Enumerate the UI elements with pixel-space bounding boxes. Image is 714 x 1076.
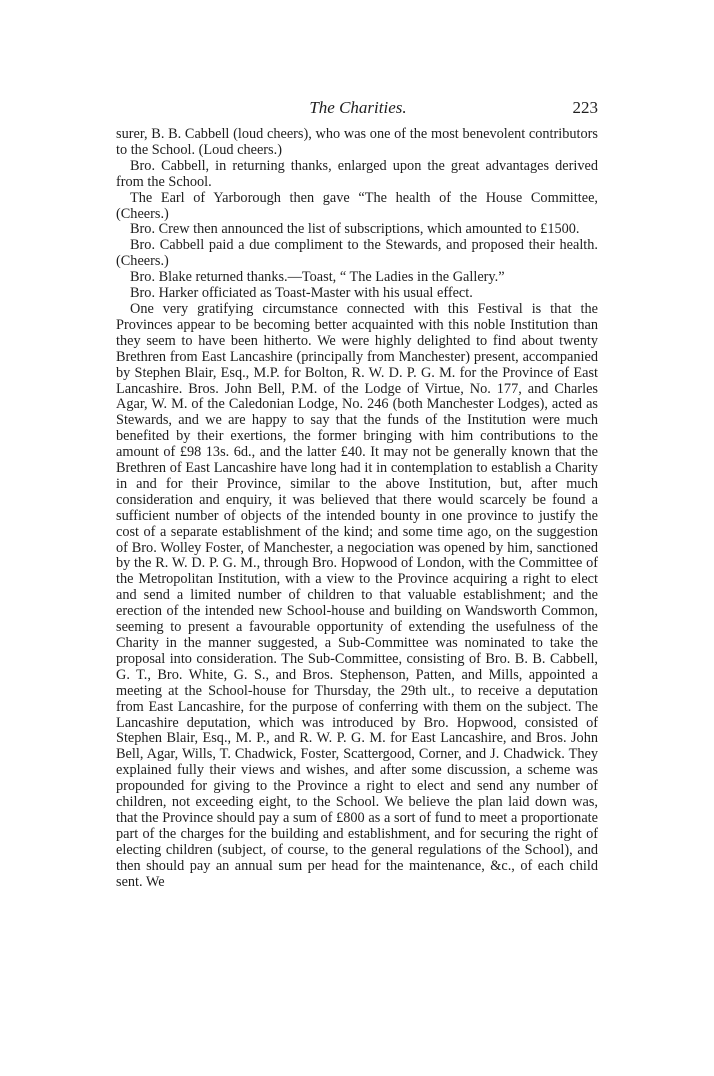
paragraph: The Earl of Yarborough then gave “The health of the House Committee, (Cheers.) (116, 189, 598, 222)
paragraph: Bro. Blake returned thanks.—Toast, “ The Ladies in the Gallery.” (130, 269, 505, 286)
body-text (116, 127, 598, 891)
page-number: 223 (572, 98, 598, 117)
page-header (118, 98, 598, 122)
paragraph: Bro. Cabbell paid a due compliment to the Stewards, and proposed their health. (Cheers.) (116, 237, 598, 270)
paragraph: Bro. Cabbell, in returning thanks, enlarged upon the great advantages derived from the School. (116, 157, 598, 190)
paragraph: surer, B. B. Cabbell (loud cheers), who was one of the most benevolent contributors to the School. (Loud cheers.) (116, 126, 598, 158)
paragraph: Bro. Harker officiated as Toast-Master with his usual effect. (130, 285, 473, 302)
paragraph: One very gratifying circumstance connected with this Festival is that the Provinces appear to be becoming better acquainted with this noble Institution than they seem to have been hitherto. We were highly delighted to find about twenty Brethren from East Lancashire (principally from Manchester) present, accompanied by Stephen Blair, Esq., M.P. for Bolton, R. W. D. P. G. M. for the Province of East Lancashire. Bros. John Bell, P.M. of the Lodge of Virtue, No. 177, and Charles Agar, W. M. of the Caledonian Lodge, No. 246 (both Manchester Lodges), acted as Stewards, and we are happy to say that the funds of the Institution were much benefited by their exertions, the former bringing with him contributions to the amount of £98 13s. 6d., and the latter £40. It may not be generally known that the Brethren of East Lancashire have long had it in contemplation to establish a Charity in and for their Province, similar to the above Institution, but, after much consideration and enquiry, it was believed that there would scarcely be found a sufficient number of objects of the intended bounty in one province to justify the cost of a separate establishment of the kind; and some time ago, on the suggestion of Bro. Wolley Foster, of Manchester, a negociation was opened by him, sanctioned by the R. W. D. P. G. M., through Bro. Hopwood of London, with the Committee of the Metropolitan Institution, with a view to the Province acquiring a right to elect and send a limited number of children to that valuable establishment; and the erection of the intended new School-house and building on Wandsworth Common, seeming to present a favourable opportunity of extending the usefulness of the Charity in the manner suggested, a Sub-Committee was nominated to take the proposal into consideration. The Sub-Committee, consisting of Bro. B. B. Cabbell, G. T., Bro. White, G. S., and Bros. Stephenson, Patten, and Mills, appointed a meeting at the School-house for Thursday, the 29th ult., to receive a deputation from East Lancashire, for the purpose of conferring with them on the subject. The Lancashire deputation, which was introduced by Bro. Hopwood, consisted of Stephen Blair, Esq., M. P., and R. W. P. G. M. for East Lancashire, and Bros. John Bell, Agar, Wills, T. Chadwick, Foster, Scattergood, Corner, and J. Chadwick. They explained fully their views and wishes, and after some discussion, a scheme was propounded for giving to the Province a right to elect and send any number of children, not exceeding eight, to the School. We believe the plan laid down was, that the Province should pay a sum of £800 as a sort of fund to meet a proportionate part of the charges for the building and establishment, and for securing the right of electing children (subject, of course, to the general regulations of the School), and then should pay an annual sum per head for the maintenance, &c., of each child sent. We (116, 300, 598, 890)
paragraph: Bro. Crew then announced the list of subscriptions, which amounted to £1500. (130, 221, 580, 238)
running-title: The Charities. (309, 98, 407, 117)
